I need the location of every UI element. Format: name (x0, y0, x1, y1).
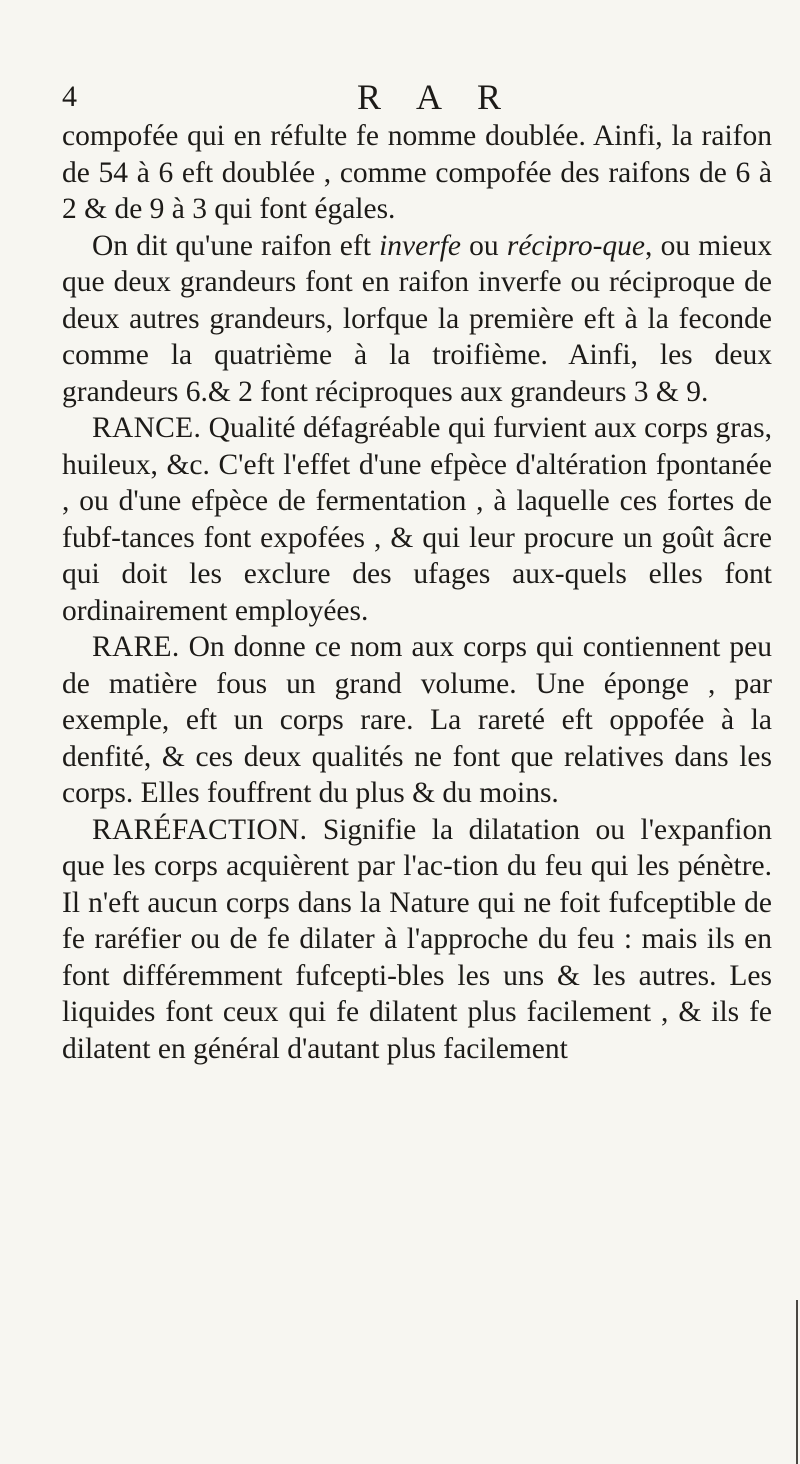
paragraph-text: On dit qu'une raifon eft (92, 229, 380, 262)
term-reciprocal: récipro-que (506, 229, 646, 262)
headword-rare: RARE. (92, 631, 180, 663)
entry-definition: Qualité défagréable qui furvient aux corps gras, huileux, &c. C'eft l'effet d'une efpèce d'altération fpontanée , ou d'une efpèce de fermentation , à laquelle ces fortes de fubf-tances font expofées , & qui leur procure un goût âcre qui doit les exclure des ufages aux-quels elles font ordinairement employées. (62, 412, 772, 627)
entry-rarefaction (62, 812, 772, 1068)
page-text (62, 118, 772, 1067)
entry-definition: On donne ce nom aux corps qui contiennent peu de matière fous un grand volume. Une éponge , par exemple, eft un corps rare. La rareté eft oppofée à la denfité, & ces deux qualités ne font que relatives dans les corps. Elles fouffrent du plus & du moins. (62, 631, 772, 809)
paragraph-text: , ou mieux que deux grandeurs font en raifon inverfe ou réciproque de deux autres grandeurs, lorfque la première eft à la feconde comme la quatrième à la troifième. Ainfi, les deux grandeurs 6.& 2 font réciproques aux grandeurs 3 & 9. (62, 229, 773, 408)
paragraph-text: compofée qui en réfulte fe nomme doublée. Ainfi, la raifon de 54 à 6 eft doublée , comme compofée des raifons de 6 à 2 & de 9 à 3 qui font égales. (62, 120, 772, 225)
book-page (62, 76, 772, 1067)
running-head (62, 76, 772, 116)
paragraph-text: ou (460, 229, 507, 262)
paragraph-continuation (62, 118, 772, 228)
page-number: 4 (62, 80, 77, 113)
headword-rarefaction: RARÉFACTION. (92, 813, 308, 846)
headword-rance: RANCE. (92, 412, 202, 444)
page-edge-rule (796, 1300, 798, 1464)
term-inverse: inverfe (379, 229, 461, 262)
entry-definition: Signifie la dilatation ou l'expanfion que les corps acquièrent par l'ac-tion du feu qui les pénètre. Il n'eft aucun corps dans la Nature qui ne foit fufceptible de fe raréfier ou de fe dilater à l'approche du feu : mais ils en font différemment fufcepti-bles les uns & les autres. Les liquides font ceux qui fe dilatent plus facilement , & ils fe dilatent en général d'autant plus facilement (62, 813, 772, 1065)
entry-rance (62, 410, 772, 629)
paragraph-inverse-ratio (62, 228, 772, 411)
running-title: R A R (357, 77, 516, 117)
entry-rare (62, 629, 772, 812)
